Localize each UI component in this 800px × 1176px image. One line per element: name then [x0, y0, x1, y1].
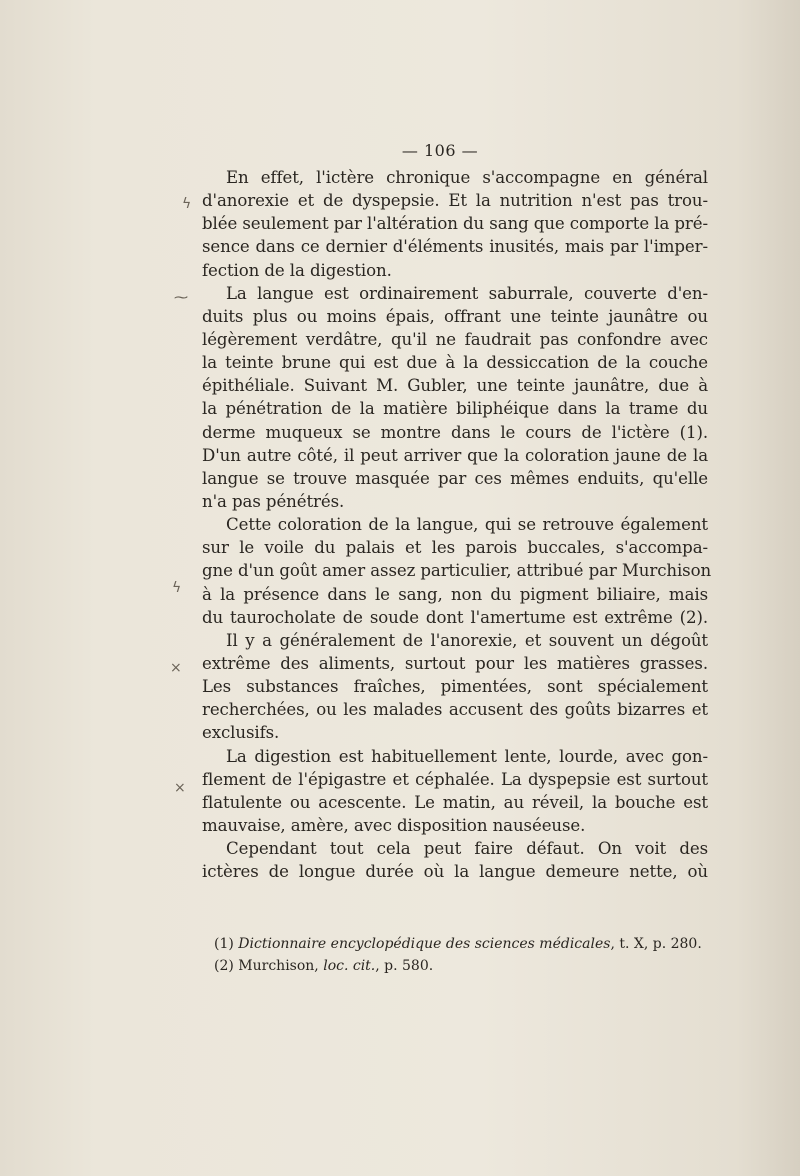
text-line: blée seulement par l'altération du sang que comporte la pré-	[202, 214, 708, 234]
text-line: duits plus ou moins épais, offrant une teinte jaunâtre ou	[202, 306, 708, 326]
text-line: ictères de longue durée où la langue demeure nette, où	[202, 862, 708, 882]
text-line: recherchées, ou les malades accusent des goûts bizarres et	[202, 700, 708, 720]
text-line: En effet, l'ictère chronique s'accompagne en général	[226, 168, 708, 187]
text-line: mauvaise, amère, avec disposition nauséeuse.	[202, 815, 586, 835]
text-line: la pénétration de la matière biliphéique dans la trame du	[202, 399, 708, 419]
margin-pencil-mark: ×	[174, 780, 186, 796]
text-line: Cette coloration de la langue, qui se retrouve également	[226, 515, 708, 535]
text-line: La digestion est habituellement lente, lourde, avec gon-	[226, 746, 708, 766]
text-line: sence dans ce dernier d'éléments inusités, mais par l'imper-	[202, 237, 708, 257]
footnotes	[214, 933, 714, 977]
margin-pencil-mark: ⁓	[174, 290, 188, 306]
text-line: d'anorexie et de dyspepsie. Et la nutrition n'est pas trou-	[202, 191, 708, 211]
text-line: la teinte brune qui est due à la dessiccation de la couche	[202, 353, 708, 373]
text-line: flatulente ou acescente. Le matin, au réveil, la bouche est	[202, 792, 708, 812]
text-line: flement de l'épigastre et céphalée. La dyspepsie est surtout	[202, 769, 708, 789]
footnote-2: (2) Murchison, loc. cit., p. 580.	[214, 958, 434, 974]
margin-pencil-mark: ×	[170, 660, 182, 676]
text-line: à la présence dans le sang, non du pigment biliaire, mais	[202, 584, 708, 604]
text-line: n'a pas pénétrés.	[202, 491, 345, 511]
text-line: légèrement verdâtre, qu'il ne faudrait pas confondre avec	[202, 329, 708, 349]
text-line: Il y a généralement de l'anorexie, et souvent un dégoût	[226, 630, 708, 650]
text-line: fection de la digestion.	[202, 260, 392, 280]
margin-pencil-mark: ϟ	[172, 580, 182, 596]
text-line: La langue est ordinairement saburrale, couverte d'en-	[226, 283, 708, 303]
margin-pencil-mark: ϟ	[182, 196, 192, 212]
text-line: D'un autre côté, il peut arriver que la coloration jaune de la	[202, 445, 708, 465]
page-number: — 106 —	[401, 141, 479, 160]
footnote-1: (1) Dictionnaire encyclopédique des sciences médicales, t. X, p. 280.	[214, 936, 702, 952]
text-line: Cependant tout cela peut faire défaut. On voit des	[226, 839, 708, 859]
text-line: sur le voile du palais et les parois buccales, s'accompa-	[202, 538, 708, 558]
text-line: gne d'un goût amer assez particulier, attribué par Murchison	[202, 561, 712, 581]
text-line: extrême des aliments, surtout pour les matières grasses.	[202, 653, 708, 673]
text-line: langue se trouve masquée par ces mêmes enduits, qu'elle	[202, 468, 708, 488]
text-line: exclusifs.	[202, 723, 280, 743]
text-line: Les substances fraîches, pimentées, sont spécialement	[202, 677, 708, 697]
text-line: épithéliale. Suivant M. Gubler, une teinte jaunâtre, due à	[202, 376, 708, 396]
text-line: derme muqueux se montre dans le cours de l'ictère (1).	[202, 422, 708, 442]
body-text	[202, 166, 712, 883]
text-line: du taurocholate de soude dont l'amertume est extrême (2).	[202, 607, 708, 627]
